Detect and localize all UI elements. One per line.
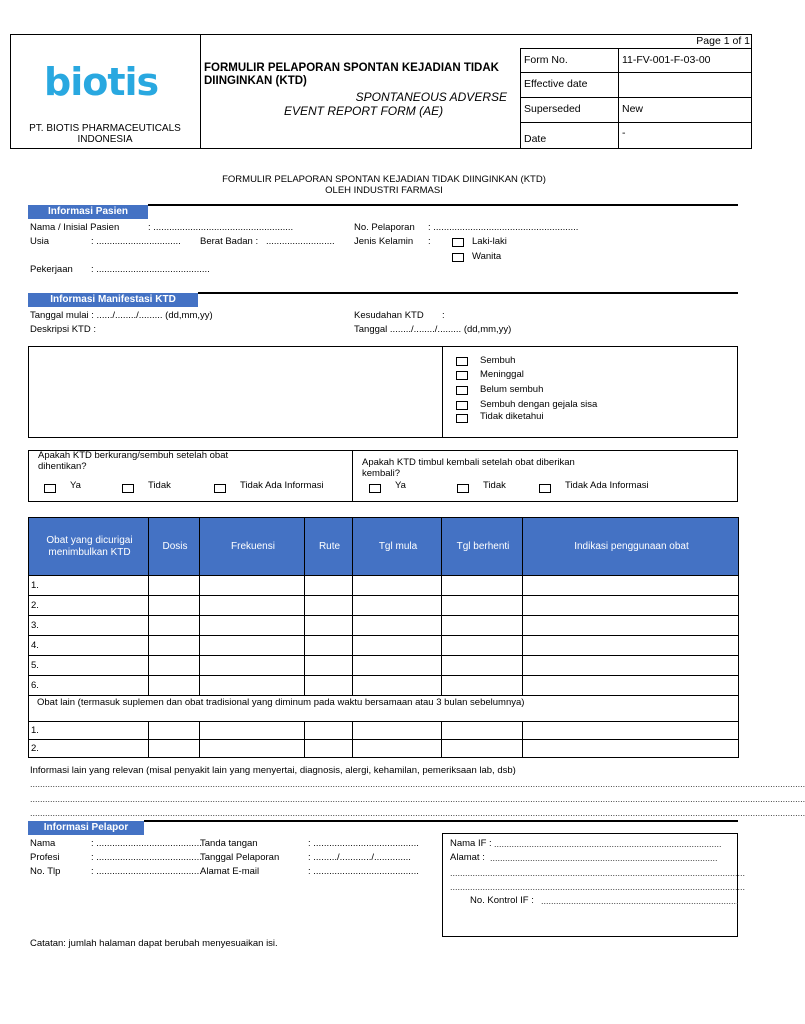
- label-q2-ya: Ya: [395, 480, 406, 491]
- label-informasi-lain: Informasi lain yang relevan (misal penyakit lain yang menyertai, diagnosis, alergi, kehamilan, pemeriksaan lab, dsb): [30, 765, 516, 776]
- section-rule-pelapor: [144, 820, 738, 822]
- cell-indikasi[interactable]: [523, 616, 739, 636]
- cell-frekuensi[interactable]: [200, 676, 305, 696]
- medication-table: [28, 517, 739, 758]
- cell-rute[interactable]: [305, 722, 353, 740]
- th-obat: Obat yang dicurigai menimbulkan KTD: [29, 518, 149, 576]
- table-row: [29, 676, 739, 696]
- cell-rute[interactable]: [305, 740, 353, 758]
- row-number: 3.: [29, 616, 149, 636]
- field-nama-if[interactable]: ...........................................................................................: [494, 839, 722, 849]
- label-kesudahan-ktd: Kesudahan KTD: [354, 310, 424, 321]
- cell-indikasi[interactable]: [523, 722, 739, 740]
- checkbox-q2-tidak[interactable]: [457, 484, 469, 493]
- cell-frekuensi[interactable]: [200, 656, 305, 676]
- label-q1-ya: Ya: [70, 480, 81, 491]
- row-number: 2.: [29, 740, 149, 758]
- doc-title-2: OLEH INDUSTRI FARMASI: [325, 185, 443, 196]
- cell-dosis[interactable]: [149, 636, 200, 656]
- cell-indikasi[interactable]: [523, 676, 739, 696]
- cell-tgl-berhenti[interactable]: [442, 656, 523, 676]
- cell-frekuensi[interactable]: [200, 596, 305, 616]
- label-alamat-email: Alamat E-mail: [200, 866, 260, 877]
- checkbox-laki-laki[interactable]: [452, 238, 464, 247]
- cell-tgl-mula[interactable]: [353, 676, 442, 696]
- field-alamat-if-2[interactable]: ......................................................................................................................: [450, 868, 746, 878]
- cell-rute[interactable]: [305, 616, 353, 636]
- label-nama-if: Nama IF :: [450, 838, 492, 849]
- th-frekuensi: Frekuensi: [200, 518, 305, 576]
- cell-frekuensi[interactable]: [200, 576, 305, 596]
- checkbox-q1-ya[interactable]: [44, 484, 56, 493]
- table-row: [29, 576, 739, 596]
- cell-tgl-mula[interactable]: [353, 616, 442, 636]
- cell-tgl-mula[interactable]: [353, 576, 442, 596]
- meta-label-date: Date: [524, 133, 547, 145]
- table-row: [29, 636, 739, 656]
- table-row: [29, 656, 739, 676]
- informasi-lain-line-3[interactable]: ......................................................................................................................................................................................................................................................................................................................: [30, 808, 805, 818]
- row-number: 4.: [29, 636, 149, 656]
- field-no-pelaporan[interactable]: : .......................................................: [428, 222, 579, 233]
- section-informasi-pelapor: Informasi Pelapor: [28, 821, 144, 835]
- table-row: [29, 722, 739, 740]
- row-number: 6.: [29, 676, 149, 696]
- section-rule-manifestasi: [198, 292, 738, 294]
- label-pelapor-no-tlp: No. Tlp: [30, 866, 61, 877]
- label-no-pelaporan: No. Pelaporan: [354, 222, 415, 233]
- meta-label-effective: Effective date: [524, 78, 588, 90]
- cell-rute[interactable]: [305, 636, 353, 656]
- th-indikasi: Indikasi penggunaan obat: [523, 518, 739, 576]
- section-informasi-manifestasi: Informasi Manifestasi KTD: [28, 293, 198, 307]
- label-usia: Usia: [30, 236, 50, 247]
- field-alamat-if-1[interactable]: ...........................................................................................: [490, 853, 718, 863]
- cell-rute[interactable]: [305, 656, 353, 676]
- cell-tgl-berhenti[interactable]: [442, 596, 523, 616]
- cell-tgl-berhenti[interactable]: [442, 722, 523, 740]
- label-tidak-diketahui: Tidak diketahui: [480, 411, 544, 422]
- field-nama-pasien[interactable]: : .....................................................: [148, 222, 294, 233]
- label-q2-tidak: Tidak: [483, 480, 506, 491]
- form-title-en-1: SPONTANEOUS ADVERSE: [355, 90, 507, 104]
- cell-tgl-mula[interactable]: [353, 740, 442, 758]
- questions-divider: [352, 450, 353, 502]
- checkbox-q1-tidak-ada-informasi[interactable]: [214, 484, 226, 493]
- field-pelapor-no-tlp[interactable]: : ........................................: [91, 866, 202, 877]
- obat-lain-row: [29, 696, 739, 722]
- cell-tgl-mula[interactable]: [353, 636, 442, 656]
- question-berkurang: Apakah KTD berkurang/sembuh setelah obat dihentikan?: [38, 450, 229, 472]
- label-pekerjaan: Pekerjaan: [30, 264, 73, 275]
- header-divider-3: [618, 48, 619, 149]
- table-header-row: [29, 518, 739, 576]
- doc-title-1: FORMULIR PELAPORAN SPONTAN KEJADIAN TIDAK DIINGINKAN (KTD): [222, 174, 546, 185]
- cell-tgl-berhenti[interactable]: [442, 740, 523, 758]
- meta-value-superseded: New: [622, 103, 644, 115]
- form-title-en-2: EVENT REPORT FORM (AE): [284, 104, 444, 118]
- meta-value-date: -: [622, 127, 626, 139]
- row-number: 1.: [29, 576, 149, 596]
- cell-dosis[interactable]: [149, 656, 200, 676]
- catatan-note: Catatan: jumlah halaman dapat berubah menyesuaikan isi.: [30, 938, 278, 949]
- section-informasi-pasien: Informasi Pasien: [28, 205, 148, 219]
- cell-tgl-mula[interactable]: [353, 656, 442, 676]
- company-name: PT. BIOTIS PHARMACEUTICALS INDONESIA: [29, 123, 181, 145]
- checkbox-q2-ya[interactable]: [369, 484, 381, 493]
- checkbox-sembuh[interactable]: [456, 357, 468, 366]
- table-row: [29, 740, 739, 758]
- informasi-lain-line-1[interactable]: ......................................................................................................................................................................................................................................................................................................................: [30, 779, 805, 789]
- label-tanda-tangan: Tanda tangan: [200, 838, 258, 849]
- deskripsi-divider: [442, 346, 443, 438]
- row-number: 2.: [29, 596, 149, 616]
- cell-tgl-berhenti[interactable]: [442, 616, 523, 636]
- question-timbul-kembali: Apakah KTD timbul kembali setelah obat diberikan kembali?: [362, 457, 575, 479]
- label-q2-tidak-ada-informasi: Tidak Ada Informasi: [565, 480, 649, 491]
- label-pelapor-profesi: Profesi: [30, 852, 60, 863]
- label-jenis-kelamin: Jenis Kelamin: [354, 236, 414, 247]
- header-divider-1: [200, 34, 201, 149]
- field-pekerjaan[interactable]: : ...........................................: [91, 264, 210, 275]
- checkbox-sembuh-gejala-sisa[interactable]: [456, 401, 468, 410]
- checkbox-meninggal[interactable]: [456, 371, 468, 380]
- field-usia[interactable]: : ................................: [91, 236, 181, 247]
- header-meta-line-2: [520, 97, 752, 98]
- th-dosis: Dosis: [149, 518, 200, 576]
- field-berat-badan[interactable]: ..........................: [266, 236, 335, 247]
- cell-dosis[interactable]: [149, 616, 200, 636]
- checkbox-wanita[interactable]: [452, 253, 464, 262]
- label-tanggal-mulai[interactable]: Tanggal mulai : ....../......../......... (dd,mm,yy): [30, 310, 213, 321]
- label-sembuh-gejala-sisa: Sembuh dengan gejala sisa: [480, 399, 598, 410]
- section-rule-pasien: [148, 204, 738, 206]
- label-alamat-if: Alamat :: [450, 852, 485, 863]
- label-q1-tidak: Tidak: [148, 480, 171, 491]
- cell-frekuensi[interactable]: [200, 740, 305, 758]
- meta-label-superseded: Superseded: [524, 103, 581, 115]
- page-number: Page 1 of 1: [696, 35, 750, 47]
- row-number: 5.: [29, 656, 149, 676]
- table-row: [29, 596, 739, 616]
- cell-indikasi[interactable]: [523, 636, 739, 656]
- cell-indikasi[interactable]: [523, 596, 739, 616]
- field-pelapor-nama[interactable]: : ........................................: [91, 838, 202, 849]
- label-wanita: Wanita: [472, 251, 502, 262]
- label-nama-pasien: Nama / Inisial Pasien: [30, 222, 120, 233]
- header-meta-line-1: [520, 72, 752, 73]
- label-meninggal: Meninggal: [480, 369, 524, 380]
- cell-frekuensi[interactable]: [200, 636, 305, 656]
- cell-tgl-berhenti[interactable]: [442, 576, 523, 596]
- cell-tgl-berhenti[interactable]: [442, 676, 523, 696]
- field-alamat-email[interactable]: : ........................................: [308, 866, 419, 877]
- cell-tgl-mula[interactable]: [353, 596, 442, 616]
- deskripsi-ktd-box[interactable]: [28, 346, 738, 438]
- cell-tgl-berhenti[interactable]: [442, 636, 523, 656]
- label-laki-laki: Laki-laki: [472, 236, 507, 247]
- th-rute: Rute: [305, 518, 353, 576]
- obat-lain-label: Obat lain (termasuk suplemen dan obat tradisional yang diminum pada waktu bersamaan atau 3 bulan sebelumnya): [29, 696, 739, 722]
- field-no-kontrol-if[interactable]: ...............................................................................: [541, 896, 739, 906]
- cell-frekuensi[interactable]: [200, 616, 305, 636]
- header-divider-2: [520, 48, 521, 149]
- label-belum-sembuh: Belum sembuh: [480, 384, 544, 395]
- checkbox-tidak-diketahui[interactable]: [456, 414, 468, 423]
- header-page-line: [520, 48, 752, 49]
- header-meta-line-3: [520, 122, 752, 123]
- cell-dosis[interactable]: [149, 576, 200, 596]
- cell-rute[interactable]: [305, 676, 353, 696]
- label-berat-badan: Berat Badan :: [200, 236, 259, 247]
- cell-tgl-mula[interactable]: [353, 722, 442, 740]
- cell-dosis[interactable]: [149, 740, 200, 758]
- label-no-kontrol-if: No. Kontrol IF :: [470, 895, 534, 906]
- label-tanggal-pelaporan: Tanggal Pelaporan: [200, 852, 280, 863]
- meta-label-form-no: Form No.: [524, 54, 568, 66]
- kesudahan-colon: :: [442, 310, 445, 321]
- label-deskripsi-ktd: Deskripsi KTD :: [30, 324, 96, 335]
- informasi-lain-line-2[interactable]: ......................................................................................................................................................................................................................................................................................................................: [30, 794, 805, 804]
- row-number: 1.: [29, 722, 149, 740]
- th-tgl-mula: Tgl mula: [353, 518, 442, 576]
- label-pelapor-nama: Nama: [30, 838, 56, 849]
- cell-dosis[interactable]: [149, 676, 200, 696]
- table-row: [29, 616, 739, 636]
- cell-indikasi[interactable]: [523, 576, 739, 596]
- field-tanggal-pelaporan[interactable]: : ........./............/..............: [308, 852, 411, 863]
- cell-indikasi[interactable]: [523, 740, 739, 758]
- meta-value-form-no: 11-FV-001-F-03-00: [622, 54, 711, 66]
- jenis-kelamin-colon: :: [428, 236, 431, 247]
- label-tanggal-kesudahan[interactable]: Tanggal ......../......../......... (dd,mm,yy): [354, 324, 512, 335]
- field-alamat-if-3[interactable]: ......................................................................................................................: [450, 882, 746, 892]
- checkbox-belum-sembuh[interactable]: [456, 386, 468, 395]
- checkbox-q1-tidak[interactable]: [122, 484, 134, 493]
- cell-rute[interactable]: [305, 576, 353, 596]
- cell-frekuensi[interactable]: [200, 722, 305, 740]
- cell-indikasi[interactable]: [523, 656, 739, 676]
- field-tanda-tangan[interactable]: : ........................................: [308, 838, 419, 849]
- field-pelapor-profesi[interactable]: : ........................................: [91, 852, 202, 863]
- cell-dosis[interactable]: [149, 596, 200, 616]
- company-logo: biotis: [44, 60, 159, 104]
- label-sembuh: Sembuh: [480, 355, 516, 366]
- cell-rute[interactable]: [305, 596, 353, 616]
- cell-dosis[interactable]: [149, 722, 200, 740]
- label-q1-tidak-ada-informasi: Tidak Ada Informasi: [240, 480, 324, 491]
- checkbox-q2-tidak-ada-informasi[interactable]: [539, 484, 551, 493]
- form-title-id: FORMULIR PELAPORAN SPONTAN KEJADIAN TIDAK DIINGINKAN (KTD): [204, 62, 499, 87]
- th-tgl-berhenti: Tgl berhenti: [442, 518, 523, 576]
